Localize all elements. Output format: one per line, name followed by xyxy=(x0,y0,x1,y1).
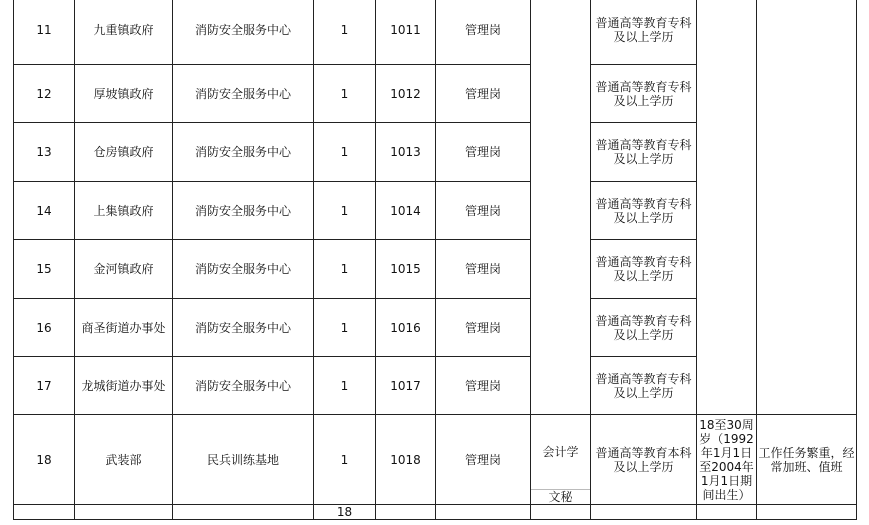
row-number: 16 xyxy=(14,299,75,357)
post-code: 1018 xyxy=(376,415,436,505)
education-requirement: 普通高等教育专科及以上学历 xyxy=(591,299,697,357)
hiring-count: 1 xyxy=(314,123,376,182)
major-cell xyxy=(531,415,591,505)
post-code: 1017 xyxy=(376,357,436,415)
total-row xyxy=(14,505,857,520)
row-number: 12 xyxy=(14,65,75,123)
unit-name: 厚坡镇政府 xyxy=(75,65,173,123)
post-code: 1014 xyxy=(376,182,436,240)
hiring-count: 1 xyxy=(314,357,376,415)
total-empty xyxy=(531,505,591,520)
row-number: 13 xyxy=(14,123,75,182)
total-empty xyxy=(757,505,857,520)
department-name: 消防安全服务中心 xyxy=(173,299,314,357)
recruitment-table xyxy=(13,0,857,520)
unit-name: 九重镇政府 xyxy=(75,0,173,65)
unit-name: 龙城街道办事处 xyxy=(75,357,173,415)
total-empty xyxy=(697,505,757,520)
unit-name: 商圣街道办事处 xyxy=(75,299,173,357)
unit-name: 金河镇政府 xyxy=(75,240,173,299)
post-type: 管理岗 xyxy=(436,0,531,65)
department-name: 民兵训练基地 xyxy=(173,415,314,505)
education-requirement: 普通高等教育专科及以上学历 xyxy=(591,0,697,65)
hiring-count: 1 xyxy=(314,299,376,357)
education-requirement: 普通高等教育专科及以上学历 xyxy=(591,182,697,240)
unit-name: 武装部 xyxy=(75,415,173,505)
education-requirement: 普通高等教育本科及以上学历 xyxy=(591,415,697,505)
hiring-count: 1 xyxy=(314,0,376,65)
department-name: 消防安全服务中心 xyxy=(173,182,314,240)
education-requirement: 普通高等教育专科及以上学历 xyxy=(591,240,697,299)
post-code: 1012 xyxy=(376,65,436,123)
major-accounting: 会计学 xyxy=(542,445,579,459)
education-requirement: 普通高等教育专科及以上学历 xyxy=(591,357,697,415)
education-requirement: 普通高等教育专科及以上学历 xyxy=(591,65,697,123)
department-name: 消防安全服务中心 xyxy=(173,0,314,65)
major-secretarial: 文秘 xyxy=(531,489,590,504)
total-empty xyxy=(14,505,75,520)
post-type: 管理岗 xyxy=(436,240,531,299)
total-empty xyxy=(173,505,314,520)
total-count: 18 xyxy=(314,505,376,520)
row-number: 18 xyxy=(14,415,75,505)
age-requirement: 18至30周岁（1992年1月1日至2004年1月1日期间出生） xyxy=(697,415,757,505)
total-empty xyxy=(376,505,436,520)
post-code: 1013 xyxy=(376,123,436,182)
unit-name: 上集镇政府 xyxy=(75,182,173,240)
post-type: 管理岗 xyxy=(436,123,531,182)
total-empty xyxy=(436,505,531,520)
hiring-count: 1 xyxy=(314,65,376,123)
hiring-count: 1 xyxy=(314,182,376,240)
post-type: 管理岗 xyxy=(436,357,531,415)
unit-name: 仓房镇政府 xyxy=(75,123,173,182)
post-code: 1011 xyxy=(376,0,436,65)
total-empty xyxy=(75,505,173,520)
age-cell xyxy=(697,0,757,415)
post-type: 管理岗 xyxy=(436,299,531,357)
hiring-count: 1 xyxy=(314,415,376,505)
row-number: 17 xyxy=(14,357,75,415)
department-name: 消防安全服务中心 xyxy=(173,65,314,123)
hiring-count: 1 xyxy=(314,240,376,299)
education-requirement: 普通高等教育专科及以上学历 xyxy=(591,123,697,182)
post-type: 管理岗 xyxy=(436,65,531,123)
remark: 工作任务繁重，经常加班、值班 xyxy=(757,415,857,505)
post-type: 管理岗 xyxy=(436,415,531,505)
row-number: 15 xyxy=(14,240,75,299)
total-empty xyxy=(591,505,697,520)
department-name: 消防安全服务中心 xyxy=(173,357,314,415)
row-number: 14 xyxy=(14,182,75,240)
table-row xyxy=(14,0,857,65)
department-name: 消防安全服务中心 xyxy=(173,240,314,299)
post-code: 1015 xyxy=(376,240,436,299)
row-number: 11 xyxy=(14,0,75,65)
note-cell xyxy=(757,0,857,415)
post-type: 管理岗 xyxy=(436,182,531,240)
table-row xyxy=(14,415,857,505)
post-code: 1016 xyxy=(376,299,436,357)
major-cell xyxy=(531,0,591,415)
department-name: 消防安全服务中心 xyxy=(173,123,314,182)
